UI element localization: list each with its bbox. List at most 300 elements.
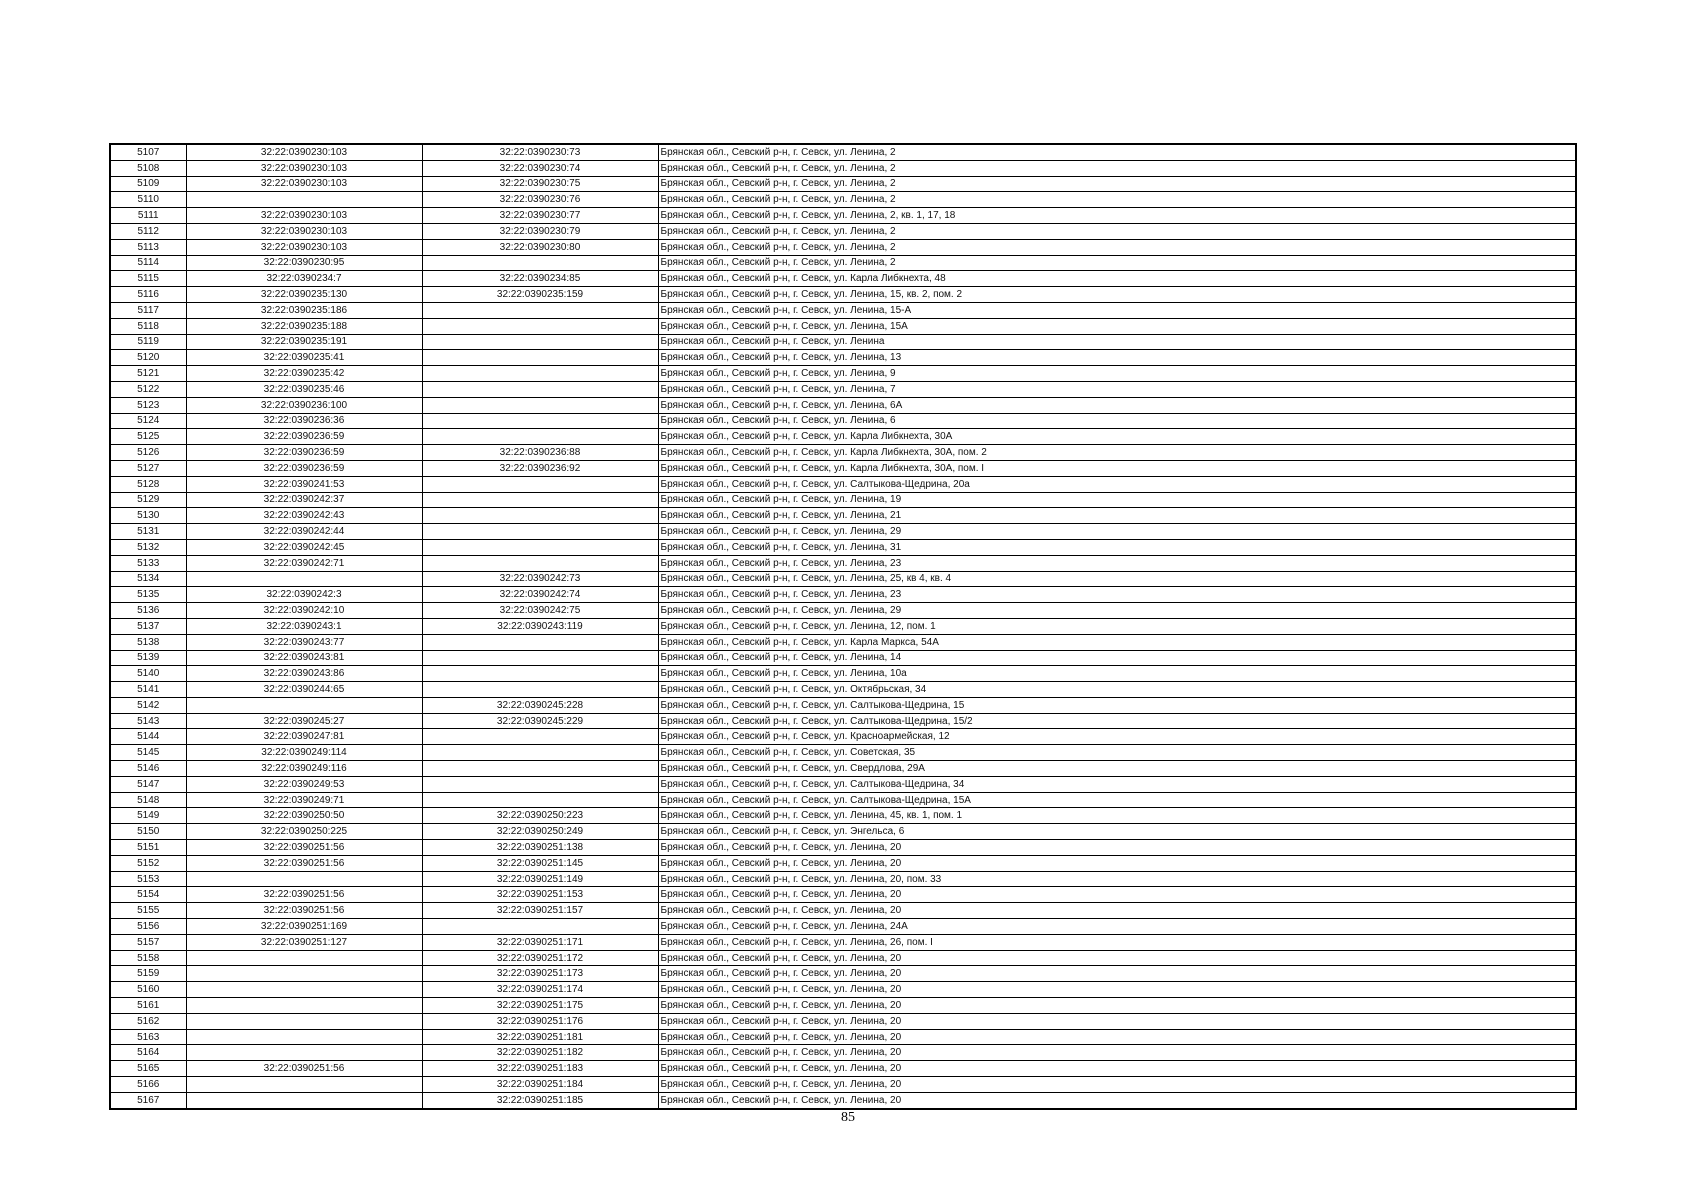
row-number-cell: 5107	[110, 144, 186, 160]
object-number-cell: 32:22:0390251:181	[422, 1029, 658, 1045]
object-number-cell: 32:22:0390251:153	[422, 887, 658, 903]
object-number-cell: 32:22:0390230:74	[422, 160, 658, 176]
parcel-number-cell	[186, 697, 422, 713]
row-number-cell: 5132	[110, 539, 186, 555]
row-number-cell: 5157	[110, 934, 186, 950]
object-number-cell	[422, 776, 658, 792]
row-number-cell: 5134	[110, 571, 186, 587]
row-number-cell: 5138	[110, 634, 186, 650]
object-number-cell	[422, 397, 658, 413]
object-number-cell	[422, 792, 658, 808]
object-number-cell: 32:22:0390251:183	[422, 1061, 658, 1077]
table-row	[110, 682, 1576, 698]
row-number-cell: 5160	[110, 982, 186, 998]
parcel-number-cell: 32:22:0390249:114	[186, 745, 422, 761]
parcel-number-cell: 32:22:0390234:7	[186, 271, 422, 287]
address-cell: Брянская обл., Севский р-н, г. Севск, ул. Ленина, 2	[658, 176, 1576, 192]
table-row	[110, 824, 1576, 840]
address-cell: Брянская обл., Севский р-н, г. Севск, ул. Ленина, 20	[658, 1013, 1576, 1029]
address-cell: Брянская обл., Севский р-н, г. Севск, ул. Ленина, 13	[658, 350, 1576, 366]
address-cell: Брянская обл., Севский р-н, г. Севск, ул. Ленина, 20	[658, 998, 1576, 1014]
row-number-cell: 5159	[110, 966, 186, 982]
row-number-cell: 5112	[110, 223, 186, 239]
object-number-cell	[422, 429, 658, 445]
table-row	[110, 1077, 1576, 1093]
table-row	[110, 808, 1576, 824]
row-number-cell: 5149	[110, 808, 186, 824]
object-number-cell	[422, 302, 658, 318]
parcel-number-cell: 32:22:0390251:169	[186, 919, 422, 935]
row-number-cell: 5120	[110, 350, 186, 366]
parcel-number-cell: 32:22:0390243:77	[186, 634, 422, 650]
address-cell: Брянская обл., Севский р-н, г. Севск, ул. Ленина, 20	[658, 855, 1576, 871]
table-row	[110, 192, 1576, 208]
row-number-cell: 5155	[110, 903, 186, 919]
object-number-cell	[422, 682, 658, 698]
table-row	[110, 792, 1576, 808]
parcel-number-cell: 32:22:0390242:44	[186, 524, 422, 540]
object-number-cell	[422, 666, 658, 682]
table-row	[110, 255, 1576, 271]
parcel-number-cell: 32:22:0390230:103	[186, 208, 422, 224]
parcel-number-cell: 32:22:0390230:103	[186, 176, 422, 192]
address-cell: Брянская обл., Севский р-н, г. Севск, ул. Ленина, 12, пом. 1	[658, 618, 1576, 634]
table-row	[110, 555, 1576, 571]
parcel-number-cell: 32:22:0390247:81	[186, 729, 422, 745]
row-number-cell: 5133	[110, 555, 186, 571]
address-cell: Брянская обл., Севский р-н, г. Севск, ул. Ленина, 2	[658, 223, 1576, 239]
parcel-number-cell: 32:22:0390251:56	[186, 903, 422, 919]
address-cell: Брянская обл., Севский р-н, г. Севск, ул. Карла Либкнехта, 30А, пом. 2	[658, 445, 1576, 461]
table-row	[110, 982, 1576, 998]
row-number-cell: 5151	[110, 840, 186, 856]
parcel-number-cell: 32:22:0390235:130	[186, 287, 422, 303]
object-number-cell	[422, 524, 658, 540]
object-number-cell: 32:22:0390236:88	[422, 445, 658, 461]
row-number-cell: 5150	[110, 824, 186, 840]
row-number-cell: 5163	[110, 1029, 186, 1045]
object-number-cell: 32:22:0390245:229	[422, 713, 658, 729]
address-cell: Брянская обл., Севский р-н, г. Севск, ул. Ленина, 29	[658, 603, 1576, 619]
parcel-number-cell	[186, 966, 422, 982]
object-number-cell: 32:22:0390251:173	[422, 966, 658, 982]
parcel-number-cell: 32:22:0390235:191	[186, 334, 422, 350]
address-cell: Брянская обл., Севский р-н, г. Севск, ул. Ленина, 7	[658, 381, 1576, 397]
row-number-cell: 5122	[110, 381, 186, 397]
row-number-cell: 5110	[110, 192, 186, 208]
row-number-cell: 5144	[110, 729, 186, 745]
row-number-cell: 5140	[110, 666, 186, 682]
parcel-number-cell: 32:22:0390243:1	[186, 618, 422, 634]
parcel-number-cell: 32:22:0390250:225	[186, 824, 422, 840]
address-cell: Брянская обл., Севский р-н, г. Севск, ул. Ленина, 20	[658, 950, 1576, 966]
row-number-cell: 5141	[110, 682, 186, 698]
table-row	[110, 697, 1576, 713]
table-row	[110, 1013, 1576, 1029]
address-cell: Брянская обл., Севский р-н, г. Севск, ул. Салтыкова-Щедрина, 15	[658, 697, 1576, 713]
table-row	[110, 634, 1576, 650]
address-cell: Брянская обл., Севский р-н, г. Севск, ул. Ленина, 19	[658, 492, 1576, 508]
row-number-cell: 5129	[110, 492, 186, 508]
row-number-cell: 5137	[110, 618, 186, 634]
table-row	[110, 366, 1576, 382]
table-row	[110, 334, 1576, 350]
parcel-number-cell: 32:22:0390242:10	[186, 603, 422, 619]
address-cell: Брянская обл., Севский р-н, г. Севск, ул. Ленина, 10а	[658, 666, 1576, 682]
address-cell: Брянская обл., Севский р-н, г. Севск, ул. Ленина, 23	[658, 587, 1576, 603]
table-row	[110, 460, 1576, 476]
row-number-cell: 5121	[110, 366, 186, 382]
object-number-cell: 32:22:0390234:85	[422, 271, 658, 287]
address-cell: Брянская обл., Севский р-н, г. Севск, ул. Ленина, 23	[658, 555, 1576, 571]
address-cell: Брянская обл., Севский р-н, г. Севск, ул. Ленина, 20	[658, 1029, 1576, 1045]
row-number-cell: 5139	[110, 650, 186, 666]
parcel-number-cell	[186, 950, 422, 966]
table-row	[110, 934, 1576, 950]
object-number-cell: 32:22:0390245:228	[422, 697, 658, 713]
object-number-cell: 32:22:0390251:182	[422, 1045, 658, 1061]
address-cell: Брянская обл., Севский р-н, г. Севск, ул. Ленина, 20	[658, 840, 1576, 856]
object-number-cell	[422, 350, 658, 366]
object-number-cell: 32:22:0390251:172	[422, 950, 658, 966]
address-cell: Брянская обл., Севский р-н, г. Севск, ул. Салтыкова-Щедрина, 20а	[658, 476, 1576, 492]
table-row	[110, 302, 1576, 318]
parcel-number-cell: 32:22:0390236:59	[186, 460, 422, 476]
table-row	[110, 492, 1576, 508]
object-number-cell	[422, 919, 658, 935]
address-cell: Брянская обл., Севский р-н, г. Севск, ул. Ленина, 2	[658, 192, 1576, 208]
table-row	[110, 919, 1576, 935]
parcel-number-cell: 32:22:0390242:3	[186, 587, 422, 603]
table-body	[110, 144, 1576, 1109]
parcel-number-cell: 32:22:0390250:50	[186, 808, 422, 824]
object-number-cell: 32:22:0390243:119	[422, 618, 658, 634]
object-number-cell: 32:22:0390251:145	[422, 855, 658, 871]
row-number-cell: 5148	[110, 792, 186, 808]
object-number-cell: 32:22:0390242:73	[422, 571, 658, 587]
address-cell: Брянская обл., Севский р-н, г. Севск, ул. Карла Либкнехта, 30А	[658, 429, 1576, 445]
row-number-cell: 5111	[110, 208, 186, 224]
row-number-cell: 5131	[110, 524, 186, 540]
table-row	[110, 745, 1576, 761]
table-row	[110, 1045, 1576, 1061]
address-cell: Брянская обл., Севский р-н, г. Севск, ул. Ленина, 31	[658, 539, 1576, 555]
table-row	[110, 1061, 1576, 1077]
parcel-number-cell	[186, 1092, 422, 1108]
address-cell: Брянская обл., Севский р-н, г. Севск, ул. Салтыкова-Щедрина, 15А	[658, 792, 1576, 808]
row-number-cell: 5143	[110, 713, 186, 729]
table-row	[110, 445, 1576, 461]
object-number-cell: 32:22:0390251:171	[422, 934, 658, 950]
page-number: 85	[841, 1110, 855, 1125]
address-cell: Брянская обл., Севский р-н, г. Севск, ул. Ленина, 26, пом. I	[658, 934, 1576, 950]
parcel-number-cell: 32:22:0390251:56	[186, 840, 422, 856]
table-row	[110, 587, 1576, 603]
address-cell: Брянская обл., Севский р-н, г. Севск, ул. Ленина, 2	[658, 160, 1576, 176]
address-cell: Брянская обл., Севский р-н, г. Севск, ул. Ленина, 45, кв. 1, пом. 1	[658, 808, 1576, 824]
address-cell: Брянская обл., Севский р-н, г. Севск, ул. Ленина, 6А	[658, 397, 1576, 413]
table-row	[110, 476, 1576, 492]
address-cell: Брянская обл., Севский р-н, г. Севск, ул. Ленина, 6	[658, 413, 1576, 429]
address-cell: Брянская обл., Севский р-н, г. Севск, ул. Ленина, 20	[658, 1092, 1576, 1108]
row-number-cell: 5147	[110, 776, 186, 792]
parcel-number-cell: 32:22:0390249:53	[186, 776, 422, 792]
table-row	[110, 429, 1576, 445]
parcel-number-cell: 32:22:0390235:42	[186, 366, 422, 382]
row-number-cell: 5136	[110, 603, 186, 619]
parcel-number-cell: 32:22:0390241:53	[186, 476, 422, 492]
address-cell: Брянская обл., Севский р-н, г. Севск, ул. Салтыкова-Щедрина, 15/2	[658, 713, 1576, 729]
table-row	[110, 318, 1576, 334]
address-cell: Брянская обл., Севский р-н, г. Севск, ул. Ленина, 20	[658, 982, 1576, 998]
table-row	[110, 160, 1576, 176]
address-cell: Брянская обл., Севский р-н, г. Севск, ул. Ленина, 25, кв 4, кв. 4	[658, 571, 1576, 587]
table-row	[110, 950, 1576, 966]
object-number-cell: 32:22:0390230:79	[422, 223, 658, 239]
object-number-cell: 32:22:0390251:175	[422, 998, 658, 1014]
parcel-number-cell: 32:22:0390235:41	[186, 350, 422, 366]
parcel-number-cell: 32:22:0390236:59	[186, 445, 422, 461]
table-row	[110, 603, 1576, 619]
object-number-cell: 32:22:0390251:174	[422, 982, 658, 998]
object-number-cell: 32:22:0390230:77	[422, 208, 658, 224]
object-number-cell: 32:22:0390251:184	[422, 1077, 658, 1093]
address-cell: Брянская обл., Севский р-н, г. Севск, ул. Ленина, 20	[658, 1061, 1576, 1077]
object-number-cell: 32:22:0390251:176	[422, 1013, 658, 1029]
parcel-number-cell: 32:22:0390249:71	[186, 792, 422, 808]
table-row	[110, 539, 1576, 555]
row-number-cell: 5126	[110, 445, 186, 461]
object-number-cell	[422, 334, 658, 350]
parcel-number-cell: 32:22:0390244:65	[186, 682, 422, 698]
address-cell: Брянская обл., Севский р-н, г. Севск, ул. Ленина, 20	[658, 966, 1576, 982]
parcel-number-cell: 32:22:0390230:103	[186, 223, 422, 239]
row-number-cell: 5152	[110, 855, 186, 871]
table-row	[110, 713, 1576, 729]
table-row	[110, 650, 1576, 666]
object-number-cell	[422, 555, 658, 571]
parcel-number-cell: 32:22:0390236:100	[186, 397, 422, 413]
address-cell: Брянская обл., Севский р-н, г. Севск, ул. Ленина, 2	[658, 239, 1576, 255]
table-row	[110, 208, 1576, 224]
address-cell: Брянская обл., Севский р-н, г. Севск, ул. Октябрьская, 34	[658, 682, 1576, 698]
parcel-number-cell	[186, 1029, 422, 1045]
table-row	[110, 666, 1576, 682]
table-row	[110, 239, 1576, 255]
table-row	[110, 855, 1576, 871]
parcel-number-cell: 32:22:0390236:59	[186, 429, 422, 445]
table-row	[110, 618, 1576, 634]
row-number-cell: 5118	[110, 318, 186, 334]
address-cell: Брянская обл., Севский р-н, г. Севск, ул. Карла Маркса, 54А	[658, 634, 1576, 650]
object-number-cell	[422, 381, 658, 397]
object-number-cell: 32:22:0390251:185	[422, 1092, 658, 1108]
address-cell: Брянская обл., Севский р-н, г. Севск, ул. Ленина, 24А	[658, 919, 1576, 935]
row-number-cell: 5125	[110, 429, 186, 445]
row-number-cell: 5117	[110, 302, 186, 318]
row-number-cell: 5164	[110, 1045, 186, 1061]
object-number-cell	[422, 508, 658, 524]
parcel-number-cell	[186, 1045, 422, 1061]
parcel-number-cell: 32:22:0390251:56	[186, 855, 422, 871]
address-cell: Брянская обл., Севский р-н, г. Севск, ул. Красноармейская, 12	[658, 729, 1576, 745]
address-cell: Брянская обл., Севский р-н, г. Севск, ул. Ленина, 2	[658, 144, 1576, 160]
address-cell: Брянская обл., Севский р-н, г. Севск, ул. Энгельса, 6	[658, 824, 1576, 840]
address-cell: Брянская обл., Севский р-н, г. Севск, ул. Советская, 35	[658, 745, 1576, 761]
object-number-cell	[422, 729, 658, 745]
parcel-number-cell: 32:22:0390235:46	[186, 381, 422, 397]
row-number-cell: 5145	[110, 745, 186, 761]
table-row	[110, 571, 1576, 587]
object-number-cell: 32:22:0390236:92	[422, 460, 658, 476]
object-number-cell: 32:22:0390251:138	[422, 840, 658, 856]
object-number-cell: 32:22:0390251:149	[422, 871, 658, 887]
address-cell: Брянская обл., Севский р-н, г. Севск, ул. Ленина, 15-А	[658, 302, 1576, 318]
address-cell: Брянская обл., Севский р-н, г. Севск, ул. Ленина, 20, пом. 33	[658, 871, 1576, 887]
parcel-number-cell	[186, 192, 422, 208]
address-cell: Брянская обл., Севский р-н, г. Севск, ул. Карла Либкнехта, 30А, пом. I	[658, 460, 1576, 476]
registry-table	[109, 143, 1577, 1110]
object-number-cell	[422, 539, 658, 555]
address-cell: Брянская обл., Севский р-н, г. Севск, ул. Ленина, 29	[658, 524, 1576, 540]
table-row	[110, 223, 1576, 239]
object-number-cell	[422, 650, 658, 666]
row-number-cell: 5166	[110, 1077, 186, 1093]
address-cell: Брянская обл., Севский р-н, г. Севск, ул. Ленина, 15А	[658, 318, 1576, 334]
parcel-number-cell: 32:22:0390243:81	[186, 650, 422, 666]
row-number-cell: 5108	[110, 160, 186, 176]
row-number-cell: 5127	[110, 460, 186, 476]
parcel-number-cell: 32:22:0390251:56	[186, 887, 422, 903]
address-cell: Брянская обл., Севский р-н, г. Севск, ул. Салтыкова-Щедрина, 34	[658, 776, 1576, 792]
parcel-number-cell: 32:22:0390242:71	[186, 555, 422, 571]
address-cell: Брянская обл., Севский р-н, г. Севск, ул. Ленина, 20	[658, 1045, 1576, 1061]
row-number-cell: 5156	[110, 919, 186, 935]
parcel-number-cell	[186, 1077, 422, 1093]
row-number-cell: 5165	[110, 1061, 186, 1077]
row-number-cell: 5115	[110, 271, 186, 287]
object-number-cell: 32:22:0390230:76	[422, 192, 658, 208]
table-row	[110, 871, 1576, 887]
object-number-cell	[422, 366, 658, 382]
table-row	[110, 1092, 1576, 1108]
row-number-cell: 5128	[110, 476, 186, 492]
row-number-cell: 5161	[110, 998, 186, 1014]
table-row	[110, 381, 1576, 397]
parcel-number-cell: 32:22:0390242:37	[186, 492, 422, 508]
object-number-cell: 32:22:0390250:249	[422, 824, 658, 840]
table-row	[110, 903, 1576, 919]
parcel-number-cell: 32:22:0390243:86	[186, 666, 422, 682]
table-row	[110, 887, 1576, 903]
row-number-cell: 5124	[110, 413, 186, 429]
parcel-number-cell: 32:22:0390249:116	[186, 761, 422, 777]
parcel-number-cell: 32:22:0390242:43	[186, 508, 422, 524]
object-number-cell	[422, 318, 658, 334]
address-cell: Брянская обл., Севский р-н, г. Севск, ул. Ленина	[658, 334, 1576, 350]
object-number-cell: 32:22:0390235:159	[422, 287, 658, 303]
address-cell: Брянская обл., Севский р-н, г. Севск, ул. Ленина, 21	[658, 508, 1576, 524]
row-number-cell: 5135	[110, 587, 186, 603]
object-number-cell: 32:22:0390242:74	[422, 587, 658, 603]
object-number-cell: 32:22:0390251:157	[422, 903, 658, 919]
row-number-cell: 5114	[110, 255, 186, 271]
object-number-cell: 32:22:0390230:80	[422, 239, 658, 255]
object-number-cell	[422, 745, 658, 761]
parcel-number-cell	[186, 571, 422, 587]
row-number-cell: 5123	[110, 397, 186, 413]
parcel-number-cell: 32:22:0390235:186	[186, 302, 422, 318]
table-row	[110, 144, 1576, 160]
table-row	[110, 729, 1576, 745]
address-cell: Брянская обл., Севский р-н, г. Севск, ул. Ленина, 20	[658, 887, 1576, 903]
table-row	[110, 966, 1576, 982]
object-number-cell	[422, 492, 658, 508]
address-cell: Брянская обл., Севский р-н, г. Севск, ул. Ленина, 9	[658, 366, 1576, 382]
parcel-number-cell	[186, 1013, 422, 1029]
address-cell: Брянская обл., Севский р-н, г. Севск, ул. Ленина, 2	[658, 255, 1576, 271]
row-number-cell: 5130	[110, 508, 186, 524]
table-row	[110, 350, 1576, 366]
table-row	[110, 998, 1576, 1014]
parcel-number-cell: 32:22:0390236:36	[186, 413, 422, 429]
parcel-number-cell: 32:22:0390251:56	[186, 1061, 422, 1077]
parcel-number-cell: 32:22:0390245:27	[186, 713, 422, 729]
row-number-cell: 5158	[110, 950, 186, 966]
table-row	[110, 413, 1576, 429]
parcel-number-cell: 32:22:0390230:103	[186, 160, 422, 176]
object-number-cell	[422, 413, 658, 429]
row-number-cell: 5116	[110, 287, 186, 303]
object-number-cell	[422, 476, 658, 492]
table-row	[110, 271, 1576, 287]
object-number-cell	[422, 761, 658, 777]
parcel-number-cell	[186, 998, 422, 1014]
row-number-cell: 5154	[110, 887, 186, 903]
parcel-number-cell: 32:22:0390230:95	[186, 255, 422, 271]
row-number-cell: 5162	[110, 1013, 186, 1029]
row-number-cell: 5153	[110, 871, 186, 887]
table-row	[110, 508, 1576, 524]
object-number-cell: 32:22:0390230:73	[422, 144, 658, 160]
parcel-number-cell: 32:22:0390242:45	[186, 539, 422, 555]
row-number-cell: 5146	[110, 761, 186, 777]
table-row	[110, 761, 1576, 777]
address-cell: Брянская обл., Севский р-н, г. Севск, ул. Ленина, 20	[658, 1077, 1576, 1093]
row-number-cell: 5167	[110, 1092, 186, 1108]
object-number-cell	[422, 255, 658, 271]
object-number-cell: 32:22:0390230:75	[422, 176, 658, 192]
address-cell: Брянская обл., Севский р-н, г. Севск, ул. Ленина, 2, кв. 1, 17, 18	[658, 208, 1576, 224]
table-row	[110, 287, 1576, 303]
parcel-number-cell	[186, 982, 422, 998]
table-row	[110, 776, 1576, 792]
parcel-number-cell: 32:22:0390251:127	[186, 934, 422, 950]
address-cell: Брянская обл., Севский р-н, г. Севск, ул. Ленина, 20	[658, 903, 1576, 919]
table-row	[110, 176, 1576, 192]
object-number-cell: 32:22:0390242:75	[422, 603, 658, 619]
parcel-number-cell: 32:22:0390230:103	[186, 144, 422, 160]
address-cell: Брянская обл., Севский р-н, г. Севск, ул. Ленина, 15, кв. 2, пом. 2	[658, 287, 1576, 303]
address-cell: Брянская обл., Севский р-н, г. Севск, ул. Карла Либкнехта, 48	[658, 271, 1576, 287]
table-row	[110, 1029, 1576, 1045]
object-number-cell: 32:22:0390250:223	[422, 808, 658, 824]
row-number-cell: 5119	[110, 334, 186, 350]
table-row	[110, 397, 1576, 413]
address-cell: Брянская обл., Севский р-н, г. Севск, ул. Ленина, 14	[658, 650, 1576, 666]
object-number-cell	[422, 634, 658, 650]
row-number-cell: 5113	[110, 239, 186, 255]
